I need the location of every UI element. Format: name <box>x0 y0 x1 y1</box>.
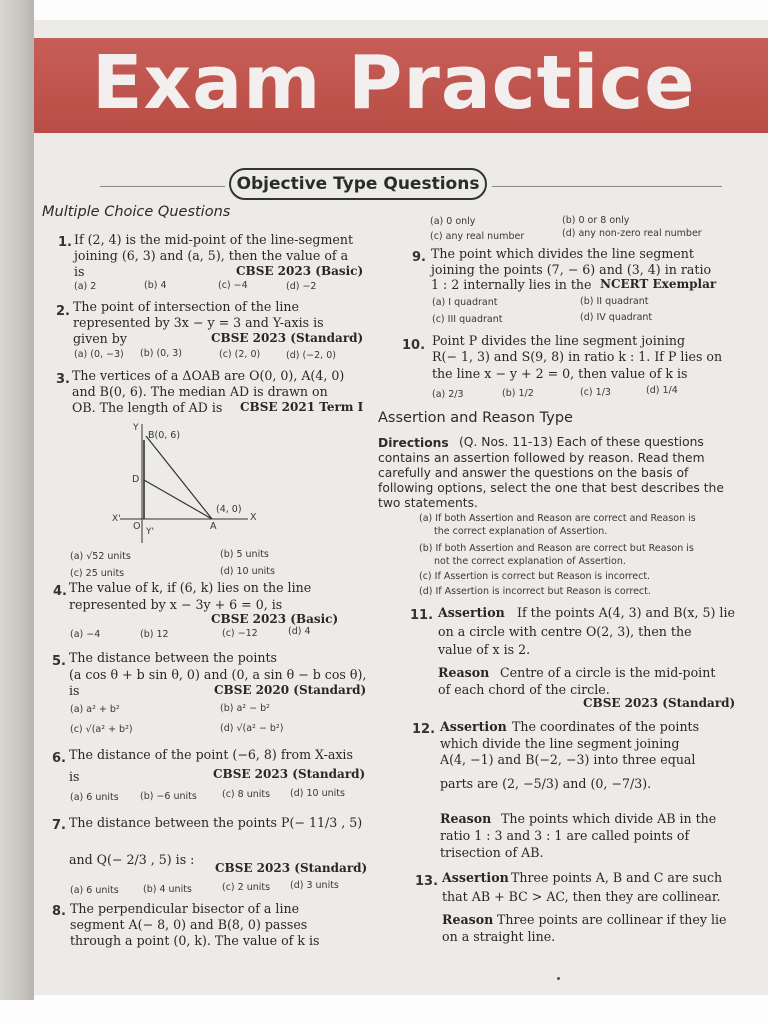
question-number: 3. <box>56 372 70 387</box>
ar-option: (a) If both Assertion and Reason are correct and Reason is <box>419 513 696 524</box>
exam-tag: CBSE 2020 (Standard) <box>214 683 367 697</box>
question-text: through a point (0, k). The value of k is <box>70 933 320 948</box>
reason-text: The points which divide AB in the <box>501 811 717 826</box>
reason-label: Reason <box>440 811 492 826</box>
assertion-label: Assertion <box>442 870 509 885</box>
question-text: is <box>74 264 85 279</box>
reason-text: on a straight line. <box>442 929 556 944</box>
option: (b) 5 units <box>220 549 269 560</box>
ar-option: (c) If Assertion is correct but Reason is incorrect. <box>419 571 651 582</box>
question-text: (a cos θ + b sin θ, 0) and (0, a sin θ − b cos θ), <box>69 667 367 682</box>
reason-text: of each chord of the circle. <box>438 682 610 697</box>
option: (c) 1/3 <box>580 387 611 398</box>
section-title: Objective Type Questions <box>236 174 480 194</box>
divider-line <box>100 186 225 187</box>
axis-label-x: X <box>250 512 257 523</box>
assertion-text: If the points A(4, 3) and B(x, 5) lie <box>517 605 735 620</box>
question-text: represented by x − 3y + 6 = 0, is <box>69 597 283 612</box>
option: (d) 1/4 <box>646 385 678 396</box>
option: (b) (0, 3) <box>140 348 183 359</box>
question-text: is <box>69 683 80 698</box>
question-number: 1. <box>58 235 72 250</box>
ar-option: the correct explanation of Assertion. <box>434 526 608 537</box>
axis-label-xprime: X' <box>112 514 121 524</box>
option: (a) 2 <box>74 281 97 292</box>
option: (c) any real number <box>430 231 525 242</box>
book-binding <box>0 0 34 1000</box>
option: (b) 4 units <box>143 884 192 895</box>
option: (d) 10 units <box>290 788 345 799</box>
directions-text: contains an assertion followed by reason. Read them <box>378 451 705 465</box>
question-text: The point of intersection of the line <box>73 299 299 314</box>
option: (d) √(a² − b²) <box>220 723 284 734</box>
option: (d) any non-zero real number <box>562 228 702 239</box>
exam-tag: CBSE 2021 Term I <box>240 400 364 414</box>
assertion-text: parts are (2, −5/3) and (0, −7/3). <box>440 776 652 791</box>
option: (d) IV quadrant <box>580 312 653 323</box>
option: (b) 0 or 8 only <box>562 215 630 226</box>
exam-tag: CBSE 2023 (Basic) <box>211 612 339 626</box>
question-text: represented by 3x − y = 3 and Y-axis is <box>73 315 324 330</box>
mcq-heading: Multiple Choice Questions <box>42 204 231 220</box>
option: (a) a² + b² <box>70 704 120 715</box>
ar-option: not the correct explanation of Assertion. <box>434 556 626 567</box>
option: (a) −4 <box>70 629 101 640</box>
question-number: 10. <box>402 338 426 353</box>
question-text: joining (6, 3) and (a, 5), then the value of a <box>74 248 349 263</box>
option: (b) 12 <box>140 629 169 640</box>
question-text: The perpendicular bisector of a line <box>70 901 300 916</box>
question-number: 4. <box>53 584 67 599</box>
question-text: Point P divides the line segment joining <box>432 333 686 348</box>
assertion-label: Assertion <box>438 605 505 620</box>
reason-text: trisection of AB. <box>440 845 544 860</box>
ar-option: (b) If both Assertion and Reason are correct but Reason is <box>419 543 694 554</box>
option: (b) 4 <box>144 280 167 291</box>
option: (c) 2 units <box>222 882 271 893</box>
option: (d) (−2, 0) <box>286 350 336 361</box>
option: (a) 2/3 <box>432 389 464 400</box>
exam-tag: CBSE 2023 (Basic) <box>236 264 364 278</box>
option: (a) √52 units <box>70 551 131 562</box>
question-text: segment A(− 8, 0) and B(8, 0) passes <box>70 917 308 932</box>
point-label-d: D <box>132 474 140 485</box>
option: (c) −4 <box>218 280 248 291</box>
point-label-o: O <box>133 521 141 532</box>
exam-tag: CBSE 2023 (Standard) <box>215 861 368 875</box>
question-text: 1 : 2 internally lies in the <box>431 277 592 292</box>
option: (b) II quadrant <box>580 296 649 307</box>
directions-label: Directions <box>378 436 449 450</box>
directions-text: two statements. <box>378 496 478 510</box>
exam-tag: NCERT Exemplar <box>600 277 717 291</box>
question-text: If (2, 4) is the mid-point of the line-segment <box>74 232 354 247</box>
side-ab <box>146 436 212 519</box>
question-text: The distance of the point (−6, 8) from X-axis <box>69 747 353 762</box>
exam-tag: CBSE 2023 (Standard) <box>213 767 366 781</box>
option: (c) √(a² + b²) <box>70 724 133 735</box>
assertion-text: that AB + BC > AC, then they are collinear. <box>442 889 721 904</box>
option: (b) −6 units <box>140 791 197 802</box>
question-number: 13. <box>415 874 439 889</box>
point-label-b: B(0, 6) <box>148 430 181 441</box>
question-number: 9. <box>412 250 426 265</box>
directions-text: following options, select the one that best describes the <box>378 481 724 495</box>
option: (a) 6 units <box>70 792 119 803</box>
assertion-reason-heading: Assertion and Reason Type <box>378 410 573 426</box>
assertion-text: The coordinates of the points <box>512 719 700 734</box>
question-number: 5. <box>52 654 66 669</box>
question-text: The distance between the points P(− 11/3 , 5) <box>69 815 363 830</box>
banner-title: Exam Practice <box>92 40 696 126</box>
option: (c) −12 <box>222 628 258 639</box>
assertion-text: which divide the line segment joining <box>440 736 680 751</box>
assertion-text: Three points A, B and C are such <box>511 870 723 885</box>
assertion-text: A(4, −1) and B(−2, −3) into three equal <box>440 752 696 767</box>
question-number: 12. <box>412 722 436 737</box>
question-text: the line x − y + 2 = 0, then value of k is <box>432 366 688 381</box>
question-text: given by <box>73 331 127 346</box>
question-number: 7. <box>52 818 66 833</box>
option: (d) 10 units <box>220 566 275 577</box>
question-text: and Q(− 2/3 , 5) is : <box>69 852 195 867</box>
option: (b) 1/2 <box>502 388 534 399</box>
question-number: 6. <box>52 751 66 766</box>
ar-option: (d) If Assertion is incorrect but Reason is correct. <box>419 586 651 597</box>
page-mark <box>557 977 560 980</box>
exam-tag: CBSE 2023 (Standard) <box>211 331 364 345</box>
point-label-a: A <box>210 521 217 532</box>
option: (c) (2, 0) <box>219 349 261 360</box>
assertion-text: on a circle with centre O(2, 3), then the <box>438 624 692 639</box>
option: (a) 6 units <box>70 885 119 896</box>
question-text: joining the points (7, − 6) and (3, 4) in ratio <box>431 262 712 277</box>
reason-text: ratio 1 : 3 and 3 : 1 are called points of <box>440 828 690 843</box>
directions-text: carefully and answer the questions on the basis of <box>378 466 689 480</box>
median-ad <box>144 480 212 519</box>
option: (c) III quadrant <box>432 314 503 325</box>
question-text: The point which divides the line segment <box>431 246 694 261</box>
option: (c) 25 units <box>70 568 125 579</box>
question-text: The vertices of a ΔOAB are O(0, 0), A(4, 0) <box>72 368 345 383</box>
question-text: and B(0, 6). The median AD is drawn on <box>72 384 328 399</box>
axis-label-y: Y <box>133 423 139 433</box>
option: (d) 4 <box>288 626 311 637</box>
assertion-text: value of x is 2. <box>438 642 531 657</box>
axis-label-yprime: Y' <box>146 527 154 537</box>
reason-text: Three points are collinear if they lie <box>497 912 727 927</box>
question-text: R(− 1, 3) and S(9, 8) in ratio k : 1. If P lies on <box>432 349 723 364</box>
point-label-coord-a: (4, 0) <box>216 504 242 515</box>
question-text: The value of k, if (6, k) lies on the line <box>69 580 312 595</box>
reason-text: Centre of a circle is the mid-point <box>500 665 716 680</box>
option: (c) 8 units <box>222 789 271 800</box>
option: (a) (0, −3) <box>74 349 124 360</box>
section-title-badge <box>229 168 487 200</box>
option: (b) a² − b² <box>220 703 270 714</box>
question-text: The distance between the points <box>69 650 278 665</box>
question-text: is <box>69 769 80 784</box>
assertion-label: Assertion <box>440 719 507 734</box>
coordinate-figure <box>100 418 280 548</box>
divider-line <box>492 186 722 187</box>
option: (a) I quadrant <box>432 297 498 308</box>
option: (a) 0 only <box>430 216 476 227</box>
option: (d) 3 units <box>290 880 339 891</box>
exam-tag: CBSE 2023 (Standard) <box>583 696 736 710</box>
question-number: 8. <box>52 904 66 919</box>
question-number: 2. <box>56 304 70 319</box>
option: (d) −2 <box>286 281 317 292</box>
question-number: 11. <box>410 608 434 623</box>
reason-label: Reason <box>438 665 490 680</box>
question-text: OB. The length of AD is <box>72 400 223 415</box>
reason-label: Reason <box>442 912 494 927</box>
directions-text: (Q. Nos. 11-13) Each of these questions <box>459 435 704 449</box>
